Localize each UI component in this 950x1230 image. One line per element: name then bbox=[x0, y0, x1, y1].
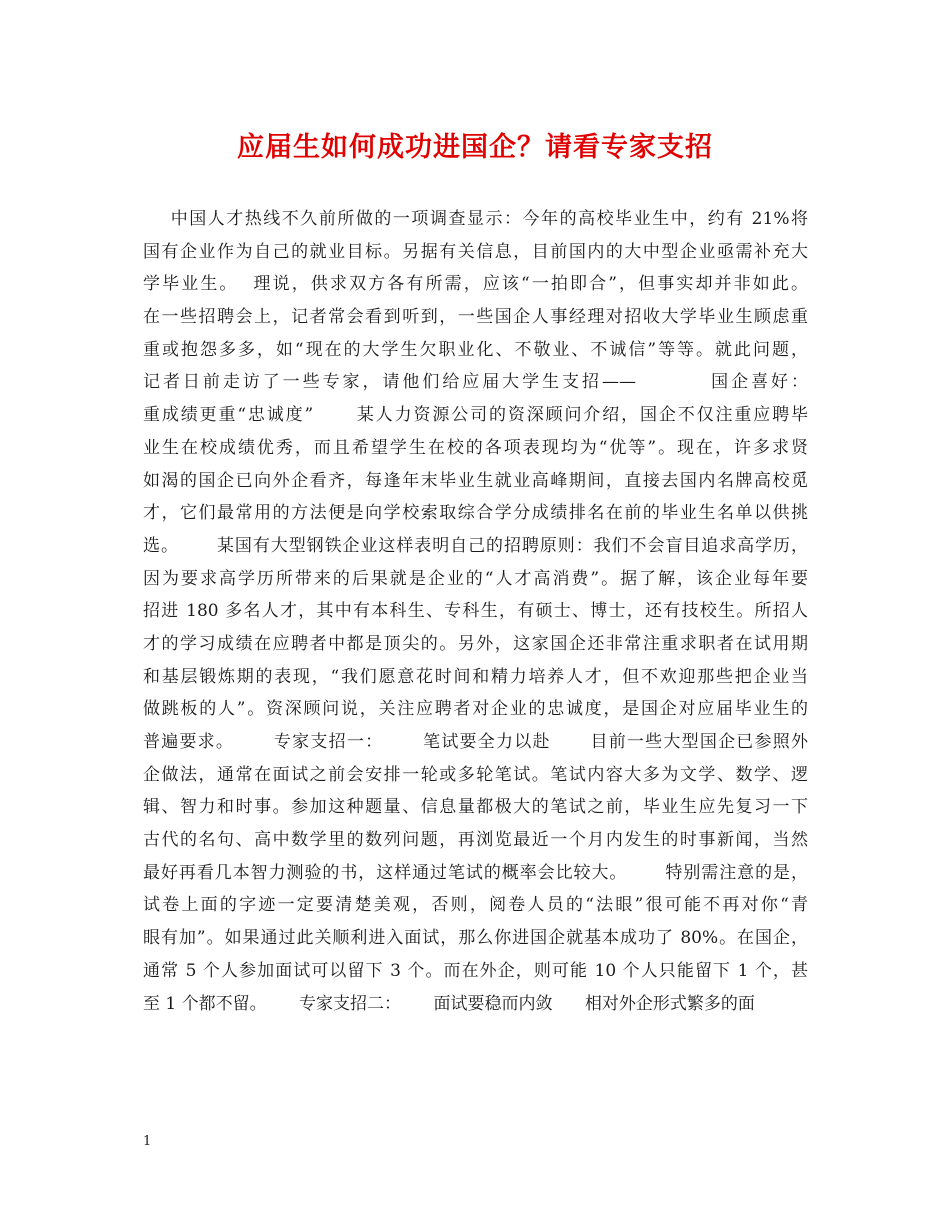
text-line: 才，它们最常用的方法便是向学校索取综合学分成绩排名在前的毕业生名单以供挑 bbox=[143, 503, 808, 524]
text-line: 企做法，通常在面试之前会安排一轮或多轮笔试。笔试内容大多为文学、数学、逻 bbox=[143, 764, 808, 785]
text-line: 招进 180 多名人才，其中有本科生、专科生，有硕士、博士，还有技校生。所招人 bbox=[143, 601, 808, 622]
text-line: 选。 某国有大型钢铁企业这样表明自己的招聘原则：我们不会盲目追求高学历， bbox=[143, 535, 808, 556]
text-line: 普遍要求。 专家支招一： 笔试要全力以赴 目前一些大型国企已参照外 bbox=[143, 732, 808, 752]
text-line: 学毕业生。 理说，供求双方各有所需，应该“一拍即合”，但事实却并非如此。 bbox=[143, 274, 808, 295]
text-line: 眼有加”。如果通过此关顺利进入面试，那么你进国企就基本成功了 80%。在国企， bbox=[143, 928, 808, 949]
text-line: 国有企业作为自己的就业目标。另据有关信息，目前国内的大中型企业亟需补充大 bbox=[143, 241, 808, 262]
text-line: 业生在校成绩优秀，而且希望学生在校的各项表现均为“优等”。现在，许多求贤 bbox=[143, 437, 808, 458]
text-line: 记者日前走访了一些专家，请他们给应届大学生支招—— 国企喜好： bbox=[143, 372, 808, 393]
page-title: 应届生如何成功进国企？请看专家支招 bbox=[237, 132, 713, 163]
text-line: 和基层锻炼期的表现，“我们愿意花时间和精力培养人才，但不欢迎那些把企业当 bbox=[143, 666, 808, 687]
text-line: 重或抱怨多多，如“现在的大学生欠职业化、不敬业、不诚信”等等。就此问题， bbox=[143, 339, 808, 360]
article-body bbox=[143, 203, 808, 1020]
text-line: 如渴的国企已向外企看齐，每逢年末毕业生就业高峰期间，直接去国内名牌高校觅 bbox=[143, 470, 808, 491]
text-line: 才的学习成绩在应聘者中都是顶尖的。另外，这家国企还非常注重求职者在试用期 bbox=[143, 633, 808, 654]
text-line: 做跳板的人”。资深顾问说，关注应聘者对企业的忠诚度，是国企对应届毕业生的 bbox=[143, 699, 808, 720]
text-line: 通常 5 个人参加面试可以留下 3 个。而在外企，则可能 10 个人只能留下 1 个，甚 bbox=[143, 960, 808, 981]
text-line: 试卷上面的字迹一定要清楚美观，否则，阅卷人员的“法眼”很可能不再对你“青 bbox=[143, 895, 808, 916]
text-line: 古代的名句、高中数学里的数列问题，再浏览最近一个月内发生的时事新闻，当然 bbox=[143, 830, 808, 851]
page-number: 1 bbox=[143, 1134, 152, 1149]
text-line: 至 1 个都不留。 专家支招二： 面试要稳而内敛 相对外企形式繁多的面 bbox=[143, 993, 755, 1014]
text-line: 重成绩更重“忠诚度” 某人力资源公司的资深顾问介绍，国企不仅注重应聘毕 bbox=[143, 405, 808, 426]
text-line: 因为要求高学历所带来的后果就是企业的“人才高消费”。据了解，该企业每年要 bbox=[143, 568, 808, 589]
text-line: 在一些招聘会上，记者常会看到听到，一些国企人事经理对招收大学毕业生顾虑重 bbox=[143, 307, 808, 328]
text-line: 最好再看几本智力测验的书，这样通过笔试的概率会比较大。 特别需注意的是， bbox=[143, 862, 808, 883]
text-line: 中国人才热线不久前所做的一项调查显示：今年的高校毕业生中，约有 21%将 bbox=[143, 209, 808, 229]
text-line: 辑、智力和时事。参加这种题量、信息量都极大的笔试之前，毕业生应先复习一下 bbox=[143, 797, 808, 818]
